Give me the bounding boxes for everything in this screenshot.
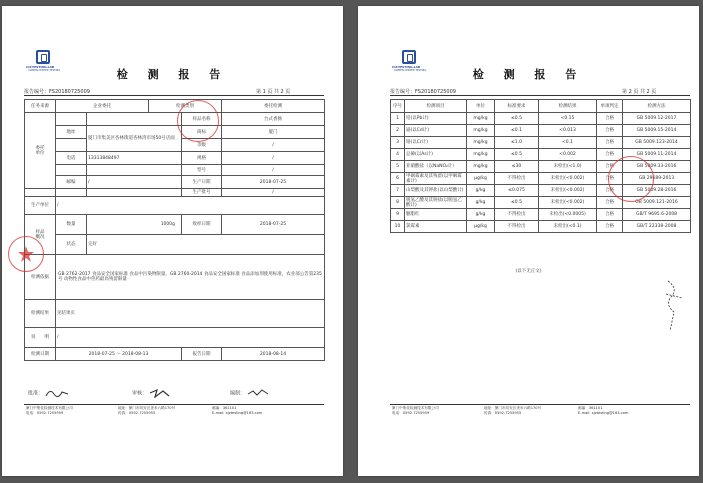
cell-no: 9	[391, 209, 405, 221]
cell-method: GB 5009.121-2016	[623, 197, 691, 209]
cell-label: 委托 单位	[25, 113, 56, 189]
cell-method: GB 5009.12-2017	[623, 113, 691, 125]
cell-unit: mg/kg	[467, 149, 495, 161]
table-row	[25, 126, 325, 139]
cell-value: /	[87, 176, 182, 189]
cell-value: 台式香肠	[222, 113, 325, 126]
cell-method: GB 5009.123-2014	[623, 137, 691, 149]
signature-image	[247, 388, 269, 398]
table-row	[25, 189, 325, 197]
page-number: 第 1 页 共 2 页	[256, 89, 291, 95]
cell-req: ≤0.1	[495, 125, 539, 137]
footer-mid	[118, 406, 175, 416]
footer-address: 地址：厦门市同安区美禾六路170号	[118, 406, 176, 410]
column-header: 单位	[467, 100, 495, 113]
approve-label: 批准：	[28, 390, 44, 397]
star-icon	[9, 237, 43, 271]
cell-res: 未检出(<0.1)	[539, 221, 597, 233]
cell-req: ≤0.5	[495, 197, 539, 209]
cell-res: 未检出(<0.0005)	[539, 209, 597, 221]
footer-rule	[390, 404, 690, 405]
report-title: 检 测 报 告	[116, 68, 229, 81]
cell-value: /	[222, 189, 325, 197]
cell-unit: μg/kg	[467, 221, 495, 233]
cell-label: 样品 概况	[25, 215, 56, 255]
footer-fax: 传真：0592-7255955	[484, 411, 522, 415]
column-header: 标准要求	[495, 100, 539, 113]
cell-value: /	[222, 152, 325, 165]
table-row	[25, 328, 325, 348]
cell-value: GB 2762-2017 食品安全国家标准 食品中污染物限量，GB 2760-2014 食品安全国家标准 食品添加剂使用标准，农业部公告第235号 动物性食品中兽药最高残留限量	[56, 255, 325, 300]
logo-mark-icon	[402, 50, 416, 64]
cell-unit: mg/kg	[467, 137, 495, 149]
cell-method: GB/T 9695.6-2008	[623, 209, 691, 221]
cell-res: <0.002	[539, 149, 597, 161]
cell-judge: 合格	[597, 173, 623, 185]
cell-item: 山梨酸及其钾盐(以山梨酸计)	[405, 185, 467, 197]
cell-unit: mg/kg	[467, 113, 495, 125]
cell-label: 生产日期	[182, 176, 222, 189]
column-header: 检测结果	[539, 100, 597, 113]
footer-email: E-mail: xjztesting@163.com	[212, 411, 263, 415]
cell-judge: 合格	[597, 185, 623, 197]
column-header: 检测项目	[405, 100, 467, 113]
compile-signature	[230, 388, 269, 398]
table-row	[25, 152, 325, 165]
logo-subtext: XIAMEN CENTER TESTING	[28, 69, 61, 72]
column-header: 单项判定	[597, 100, 623, 113]
cell-value	[87, 165, 182, 176]
logo-subtext: XIAMEN CENTER TESTING	[394, 69, 427, 72]
table-row	[391, 113, 691, 125]
cell-method: GB 29689-2013	[623, 173, 691, 185]
cell-label: 地址	[56, 126, 87, 139]
cell-no: 2	[391, 125, 405, 137]
cell-req: 不得检出	[495, 173, 539, 185]
cell-req: 不得检出	[495, 209, 539, 221]
cell-judge: 合格	[597, 137, 623, 149]
cell-item: 氯霉素	[405, 221, 467, 233]
cell-value: 2018-07-25	[222, 215, 325, 235]
cell-value: /	[56, 197, 325, 215]
cell-value: 厦门	[222, 126, 325, 139]
cell-unit: g/kg	[467, 197, 495, 209]
cell-method: GB 5009.11-2014	[623, 149, 691, 161]
cell-judge: 合格	[597, 209, 623, 221]
footer-address: 地址：厦门市同安区美禾六路170号	[484, 406, 542, 410]
cell-judge: 合格	[597, 149, 623, 161]
cell-label: 电话	[56, 152, 87, 165]
cell-no: 4	[391, 149, 405, 161]
report-title: 检 测 报 告	[472, 68, 585, 81]
footer-tel: 电话：0592-7255959	[392, 411, 430, 415]
handwritten-mark	[658, 276, 692, 336]
footer-mid	[484, 406, 541, 416]
cell-no: 3	[391, 137, 405, 149]
official-seal-stamp	[177, 100, 219, 142]
cell-unit: g/kg	[467, 185, 495, 197]
cell-req: ≤0.075	[495, 185, 539, 197]
cell-unit: mg/kg	[467, 125, 495, 137]
cell-no: 10	[391, 221, 405, 233]
cell-label	[56, 113, 87, 126]
table-row	[391, 149, 691, 161]
cell-no: 1	[391, 113, 405, 125]
cell-judge: 合格	[597, 113, 623, 125]
report-page-2	[358, 6, 699, 476]
table-row	[25, 176, 325, 189]
cell-value: 2018-07-25 ～ 2018-08-13	[56, 348, 182, 361]
report-page-1	[2, 6, 343, 476]
cell-label: 型号	[182, 165, 222, 176]
cell-label: 报告日期	[182, 348, 222, 361]
cell-judge: 合格	[597, 125, 623, 137]
cell-req: ≤1.0	[495, 137, 539, 149]
table-row	[391, 137, 691, 149]
cell-item: 总砷(以As计)	[405, 149, 467, 161]
cell-label	[56, 165, 87, 176]
table-row	[25, 197, 325, 215]
table-header-row	[391, 100, 691, 113]
cell-unit: g/kg	[467, 209, 495, 221]
table-row	[25, 255, 325, 300]
table-row	[25, 165, 325, 176]
footer-right	[578, 406, 628, 416]
logo-mark-icon	[36, 50, 50, 64]
cell-req: ≤0.5	[495, 113, 539, 125]
report-number: 报告编号：FS20180725009	[24, 89, 90, 95]
table-row	[391, 209, 691, 221]
cell-label: 状态	[56, 235, 87, 255]
page-number: 第 2 页 共 2 页	[622, 89, 657, 95]
review-label: 审核：	[132, 390, 148, 397]
footer-fax: 传真：0592-7255955	[118, 411, 156, 415]
report-number: 报告编号：FS20180725009	[390, 89, 456, 95]
column-header: 检测方法	[623, 100, 691, 113]
cell-value: 13313848497	[87, 152, 182, 165]
signature-image	[45, 388, 69, 398]
cell-res: 未检出(<0.002)	[539, 185, 597, 197]
cell-unit: μg/kg	[467, 173, 495, 185]
footer-tel: 电话：0592-7255959	[26, 411, 64, 415]
cell-value: 2018-08-14	[222, 348, 325, 361]
header-rule	[390, 95, 690, 96]
cell-value: 见结果页	[56, 300, 325, 328]
header-rule	[24, 95, 324, 96]
cell-value: /	[222, 139, 325, 152]
cell-judge: 合格	[597, 221, 623, 233]
cell-item: 铬(以Cr计)	[405, 137, 467, 149]
footer-left	[26, 406, 73, 416]
cell-label: 商标	[182, 126, 222, 139]
cell-label	[56, 189, 87, 197]
review-signature	[132, 388, 171, 398]
cell-req: ≤30	[495, 161, 539, 173]
footer-company: 厦门中集佳检测技术有限公司	[392, 406, 439, 410]
footer-postcode: 邮编：361101	[212, 406, 237, 410]
cell-method: GB 5009.33-2016	[623, 161, 691, 173]
official-seal-stamp	[608, 156, 654, 202]
cell-label: 生产单位	[25, 197, 56, 215]
cell-judge: 合格	[597, 161, 623, 173]
info-table	[24, 99, 325, 361]
inspection-seal-stamp	[8, 236, 44, 272]
cell-value: 完好	[87, 235, 325, 255]
logo-text: CLT-TESTING-LAB	[26, 65, 55, 69]
cell-item: 脱氢乙酸及其钠盐(以脱氢乙酸计)	[405, 197, 467, 209]
cell-label: 邮编	[56, 176, 87, 189]
cell-item: 甲砜霉素及其残留(以甲砜霉素计)	[405, 173, 467, 185]
cell-value	[87, 113, 182, 126]
cell-res: <0.1	[539, 137, 597, 149]
cell-label: 样品名称	[182, 113, 222, 126]
cell-label	[56, 139, 87, 152]
cell-value	[87, 189, 182, 197]
cell-item: 亚硝酸盐（以NaNO₂计）	[405, 161, 467, 173]
signature-image	[149, 388, 171, 398]
cell-value: /	[56, 328, 325, 348]
cell-method: GB/T 22338-2008	[623, 221, 691, 233]
cell-value: 委托检测	[222, 100, 325, 113]
footer-email: E-mail: xjztesting@163.com	[578, 411, 629, 415]
cell-label: 检测依据	[25, 255, 56, 300]
cell-method: GB 5009.28-2016	[623, 185, 691, 197]
table-row	[25, 100, 325, 113]
cell-req: ≤0.5	[495, 149, 539, 161]
cell-no: 8	[391, 197, 405, 209]
table-row	[25, 300, 325, 328]
cell-item: 胭脂红	[405, 209, 467, 221]
cell-value: 1000g	[87, 215, 182, 235]
cell-label: 检测日期	[25, 348, 56, 361]
cell-label: 收样日期	[182, 215, 222, 235]
cell-value: 厦门市集美区杏林街道杏林湾市场50号店面	[87, 126, 182, 152]
table-row	[25, 215, 325, 235]
column-header: 序号	[391, 100, 405, 113]
footer-company: 厦门中集佳检测技术有限公司	[26, 406, 73, 410]
footer-left	[392, 406, 439, 416]
footer-postcode: 邮编：361101	[578, 406, 603, 410]
table-row	[391, 125, 691, 137]
table-row	[391, 197, 691, 209]
cell-res: 未检出(<0.002)	[539, 197, 597, 209]
cell-no: 7	[391, 185, 405, 197]
cell-value: /	[222, 165, 325, 176]
footer-right	[212, 406, 262, 416]
cell-label: 数量	[56, 215, 87, 235]
cell-res: 未检出(<1.0)	[539, 161, 597, 173]
cell-method: GB 5009.15-2014	[623, 125, 691, 137]
table-row	[25, 113, 325, 126]
cell-item: 铅(以Pb计)	[405, 113, 467, 125]
cell-item: 镉(以Cd计)	[405, 125, 467, 137]
cell-label: 检测结果	[25, 300, 56, 328]
cell-no: 5	[391, 161, 405, 173]
cell-unit: mg/kg	[467, 161, 495, 173]
cell-res: 未检出(<0.002)	[539, 173, 597, 185]
cell-value: 2018-07-25	[222, 176, 325, 189]
footer-rule	[24, 404, 324, 405]
table-row	[25, 235, 325, 255]
cell-label	[25, 189, 56, 197]
cell-label: 检测类别	[149, 100, 222, 113]
cell-label: 说 明	[25, 328, 56, 348]
cell-value: 企业委托	[56, 100, 149, 113]
compile-label: 编制：	[230, 390, 246, 397]
cell-label: 等级	[182, 139, 222, 152]
logo-text: CLT-TESTING-LAB	[392, 65, 421, 69]
table-row	[391, 221, 691, 233]
table-row	[25, 348, 325, 361]
cell-res: <0.013	[539, 125, 597, 137]
cell-req: 不得检出	[495, 221, 539, 233]
end-note: (以下无正文)	[515, 269, 542, 274]
cell-judge: 合格	[597, 197, 623, 209]
cell-label: 生产批号	[182, 189, 222, 197]
cell-label: 规格	[182, 152, 222, 165]
approve-signature	[28, 388, 69, 398]
cell-label: 任务来源	[25, 100, 56, 113]
cell-res: <0.15	[539, 113, 597, 125]
cell-no: 6	[391, 173, 405, 185]
